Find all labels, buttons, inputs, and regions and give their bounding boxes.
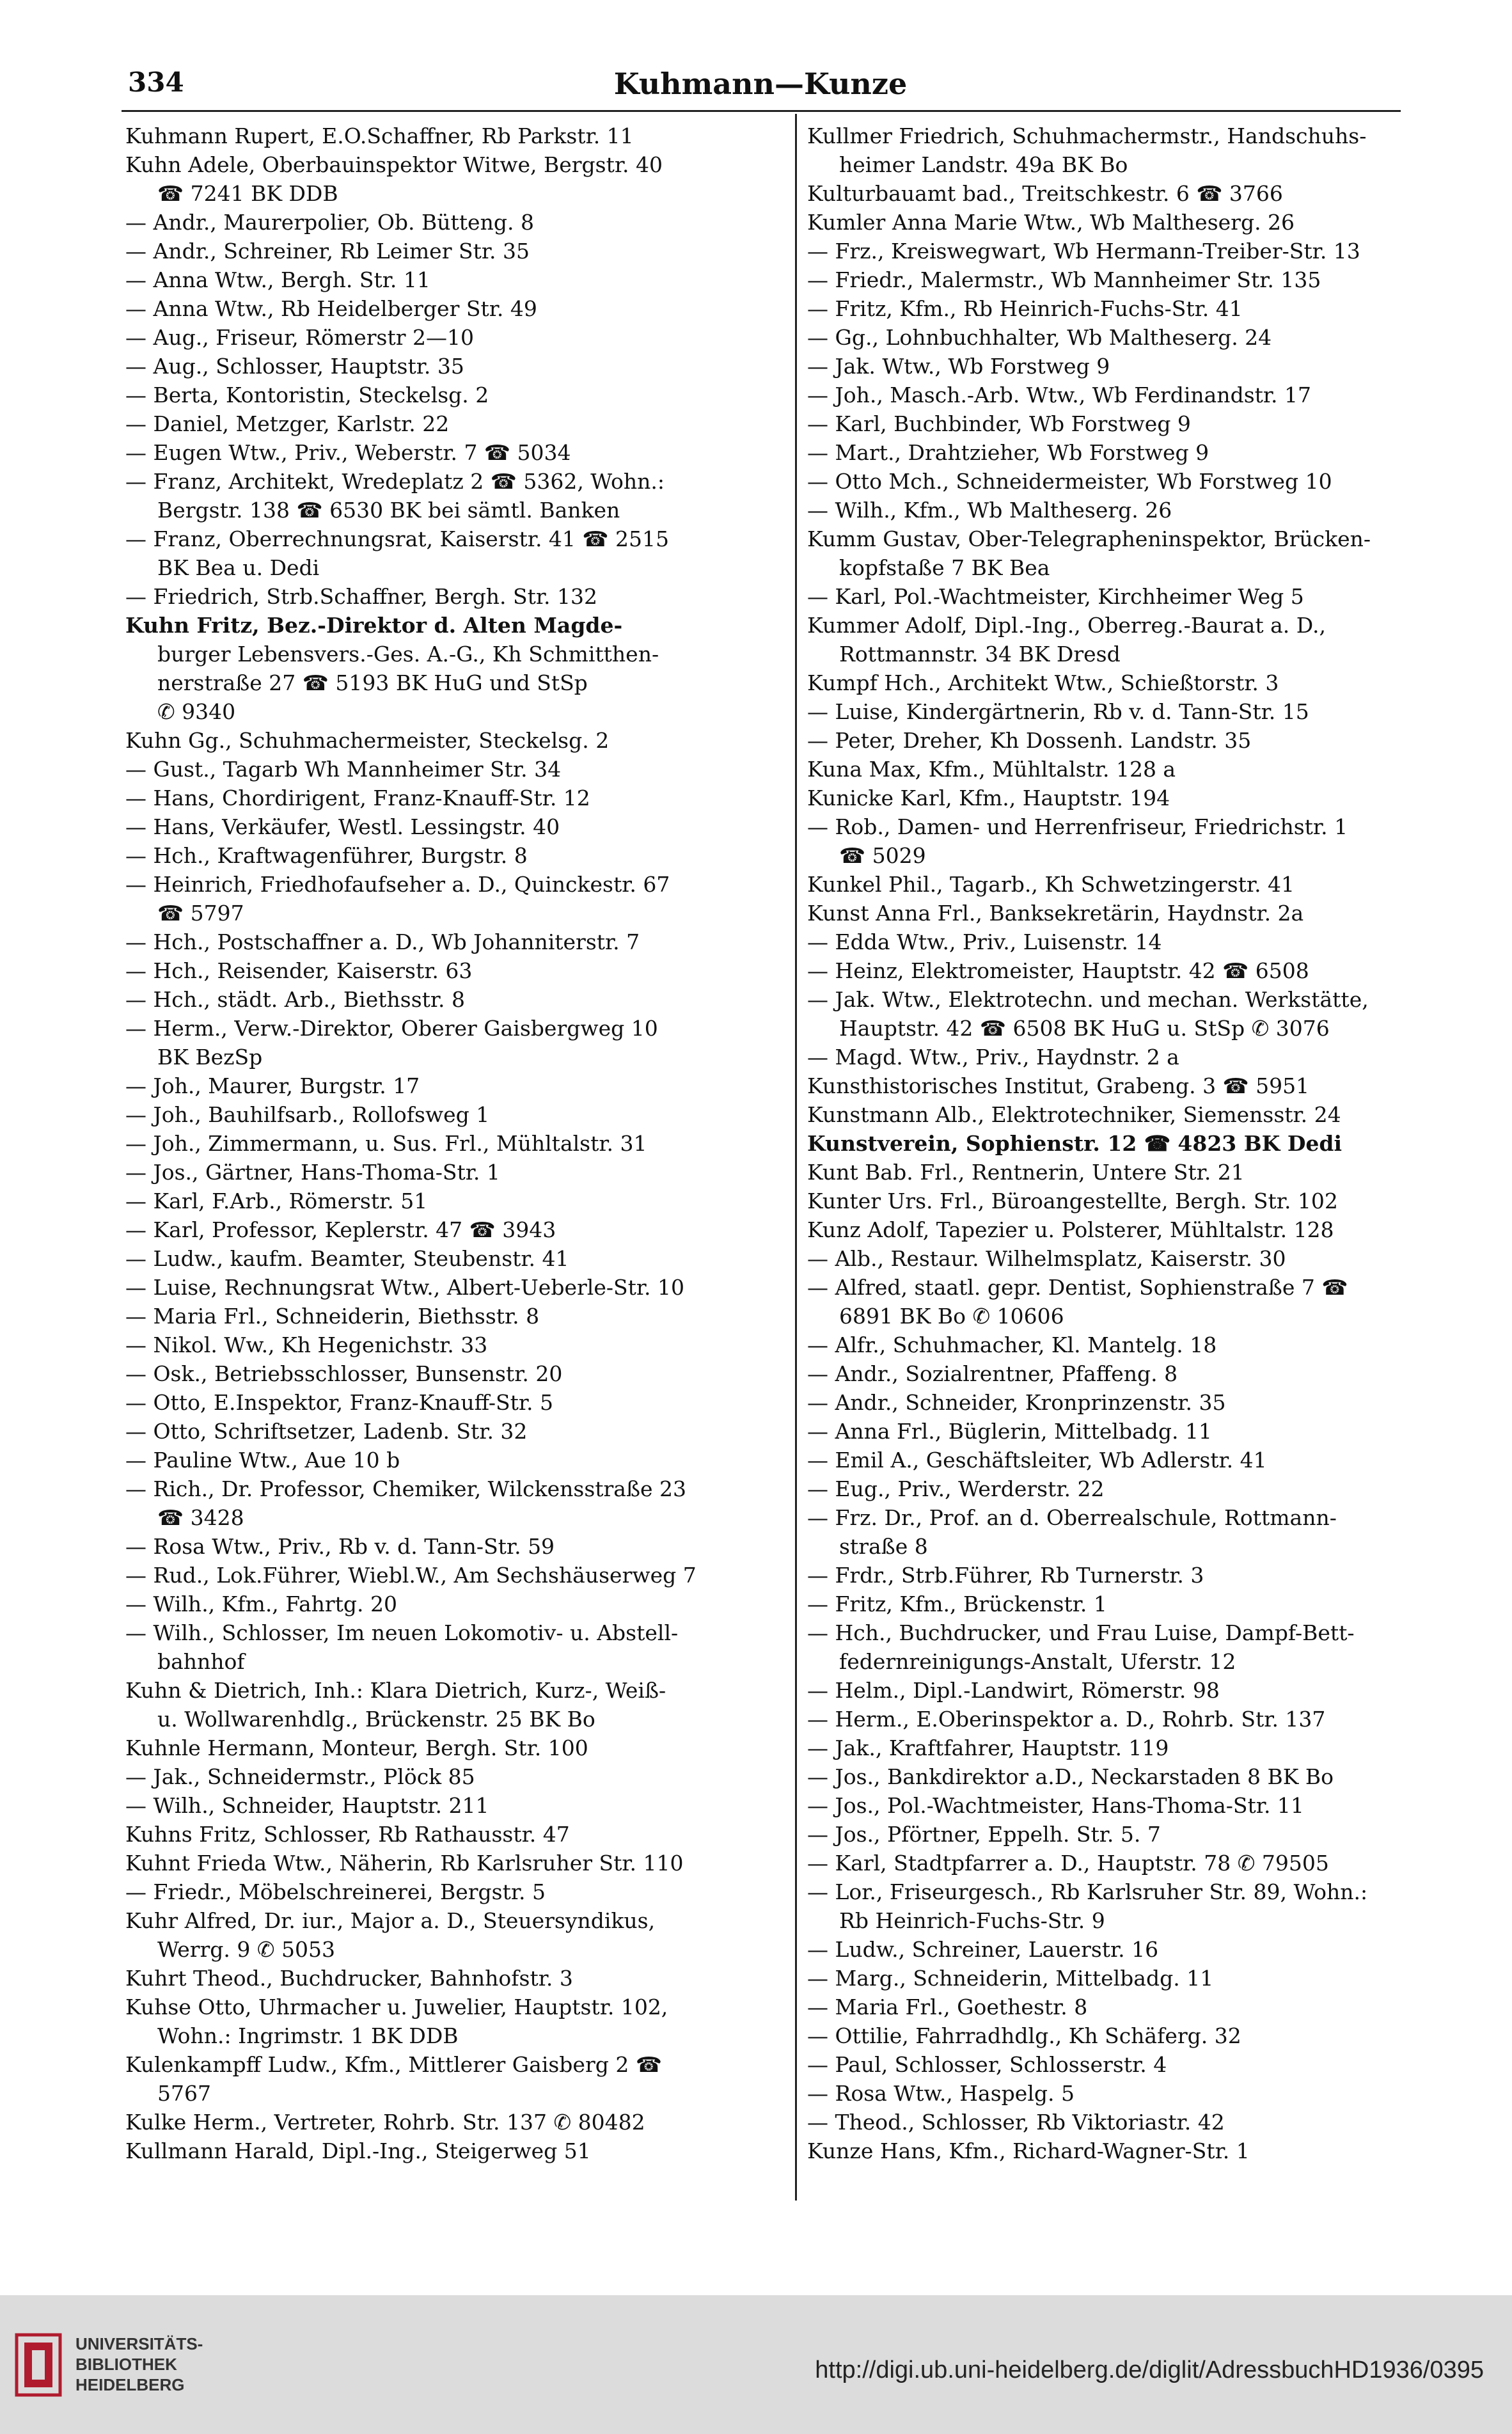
directory-entry: Wohn.: Ingrimstr. 1 BK DDB <box>157 2023 459 2048</box>
directory-entry: Rb Heinrich-Fuchs-Str. 9 <box>839 1908 1105 1933</box>
directory-entry: — Wilh., Kfm., Wb Maltheserg. 26 <box>807 498 1172 523</box>
logo-line: HEIDELBERG <box>75 2375 185 2394</box>
directory-entry: Kunter Urs. Frl., Büroangestellte, Bergh. Str. 102 <box>807 1189 1338 1213</box>
directory-entry: — Andr., Schreiner, Rb Leimer Str. 35 <box>125 239 530 264</box>
directory-entry: — Hch., Buchdrucker, und Frau Luise, Dampf-Bett- <box>807 1620 1355 1645</box>
directory-entry: Werrg. 9 ✆ 5053 <box>157 1937 336 1962</box>
directory-entry: — Friedr., Malermstr., Wb Mannheimer Str. 135 <box>807 267 1321 292</box>
directory-entry: — Berta, Kontoristin, Steckelsg. 2 <box>125 383 489 407</box>
directory-entry: — Friedrich, Strb.Schaffner, Bergh. Str. 132 <box>125 584 597 609</box>
directory-entry: — Wilh., Kfm., Fahrtg. 20 <box>125 1592 398 1616</box>
directory-entry: straße 8 <box>839 1534 928 1559</box>
directory-entry: 6891 BK Bo ✆ 10606 <box>839 1304 1064 1329</box>
directory-entry: Kuhrt Theod., Buchdrucker, Bahnhofstr. 3 <box>125 1966 573 1991</box>
directory-entry: — Lor., Friseurgesch., Rb Karlsruher Str. 89, Wohn.: <box>807 1879 1368 1904</box>
directory-entry: — Fritz, Kfm., Brückenstr. 1 <box>807 1592 1107 1616</box>
directory-entry: Kunt Bab. Frl., Rentnerin, Untere Str. 21 <box>807 1160 1245 1185</box>
directory-entry: — Anna Wtw., Bergh. Str. 11 <box>125 267 430 292</box>
directory-entry: — Maria Frl., Schneiderin, Biethsstr. 8 <box>125 1304 540 1329</box>
directory-entry: Kuhnle Hermann, Monteur, Bergh. Str. 100 <box>125 1735 588 1760</box>
directory-entry: — Jak. Wtw., Wb Forstweg 9 <box>807 354 1110 379</box>
directory-entry: Kumm Gustav, Ober-Telegrapheninspektor, Brücken- <box>807 526 1371 551</box>
directory-entry: — Ottilie, Fahrradhdlg., Kh Schäferg. 32 <box>807 2023 1241 2048</box>
directory-entry: — Fritz, Kfm., Rb Heinrich-Fuchs-Str. 41 <box>807 296 1243 321</box>
directory-entry: Kumpf Hch., Architekt Wtw., Schießtorstr. 3 <box>807 670 1279 695</box>
directory-entry: — Rosa Wtw., Priv., Rb v. d. Tann-Str. 59 <box>125 1534 555 1559</box>
directory-entry: — Nikol. Ww., Kh Hegenichstr. 33 <box>125 1332 488 1357</box>
directory-entry: — Jos., Pol.-Wachtmeister, Hans-Thoma-Str. 11 <box>807 1793 1304 1818</box>
directory-entry: ☎ 3428 <box>157 1505 244 1530</box>
directory-entry: Kuhse Otto, Uhrmacher u. Juwelier, Hauptstr. 102, <box>125 1995 668 2019</box>
directory-entry: Kunsthistorisches Institut, Grabeng. 3 ☎ 5951 <box>807 1073 1310 1098</box>
directory-entry: Kuhnt Frieda Wtw., Näherin, Rb Karlsruher Str. 110 <box>125 1851 684 1876</box>
directory-entry: — Magd. Wtw., Priv., Haydnstr. 2 a <box>807 1045 1179 1070</box>
directory-entry: federnreinigungs-Anstalt, Uferstr. 12 <box>839 1649 1236 1674</box>
library-logo-text <box>75 2334 280 2395</box>
directory-entry: — Heinz, Elektromeister, Hauptstr. 42 ☎ 6508 <box>807 958 1309 983</box>
directory-entry: — Theod., Schlosser, Rb Viktoriastr. 42 <box>807 2110 1225 2135</box>
directory-entry: Kuhn Fritz, Bez.-Direktor d. Alten Magde- <box>125 613 623 638</box>
directory-entry: Kummer Adolf, Dipl.-Ing., Oberreg.-Baurat a. D., <box>807 613 1327 638</box>
directory-entry: — Jos., Gärtner, Hans-Thoma-Str. 1 <box>125 1160 500 1185</box>
directory-entry: Kulenkampff Ludw., Kfm., Mittlerer Gaisberg 2 ☎ <box>125 2052 662 2077</box>
directory-entry: — Luise, Rechnungsrat Wtw., Albert-Ueberle-Str. 10 <box>125 1275 684 1300</box>
directory-entry: — Eug., Priv., Werderstr. 22 <box>807 1476 1105 1501</box>
directory-entry: — Jos., Bankdirektor a.D., Neckarstaden 8 BK Bo <box>807 1764 1334 1789</box>
directory-entry: Kunz Adolf, Tapezier u. Polsterer, Mühltalstr. 128 <box>807 1217 1334 1242</box>
directory-entry: — Karl, Pol.-Wachtmeister, Kirchheimer Weg 5 <box>807 584 1304 609</box>
directory-entry: Bergstr. 138 ☎ 6530 BK bei sämtl. Banken <box>157 498 620 523</box>
directory-entry: bahnhof <box>157 1649 245 1674</box>
directory-entry: — Edda Wtw., Priv., Luisenstr. 14 <box>807 929 1162 954</box>
directory-entry: ☎ 7241 BK DDB <box>157 181 338 206</box>
directory-entry: — Wilh., Schlosser, Im neuen Lokomotiv- u. Abstell- <box>125 1620 679 1645</box>
directory-entry: — Osk., Betriebsschlosser, Bunsenstr. 20 <box>125 1361 563 1386</box>
directory-entry: Kullmer Friedrich, Schuhmachermstr., Handschuhs- <box>807 123 1367 148</box>
directory-entry: — Paul, Schlosser, Schlosserstr. 4 <box>807 2052 1167 2077</box>
directory-entry: Kunstmann Alb., Elektrotechniker, Siemensstr. 24 <box>807 1102 1341 1127</box>
source-url-link[interactable]: http://digi.ub.uni-heidelberg.de/diglit/AdressbuchHD1936/0395 <box>815 2357 1484 2383</box>
directory-entry: — Rich., Dr. Professor, Chemiker, Wilckensstraße 23 <box>125 1476 687 1501</box>
directory-entry: — Heinrich, Friedhofaufseher a. D., Quinckestr. 67 <box>125 872 670 897</box>
directory-entry: — Karl, Professor, Keplerstr. 47 ☎ 3943 <box>125 1217 556 1242</box>
directory-entry: kopfstaße 7 BK Bea <box>839 555 1050 580</box>
directory-entry: Kullmann Harald, Dipl.-Ing., Steigerweg 51 <box>125 2138 591 2163</box>
directory-entry: Kulturbauamt bad., Treitschkestr. 6 ☎ 3766 <box>807 181 1283 206</box>
university-seal-icon <box>14 2330 63 2400</box>
directory-entry: — Hch., städt. Arb., Biethsstr. 8 <box>125 987 466 1012</box>
directory-entry: Kuna Max, Kfm., Mühltalstr. 128 a <box>807 757 1176 782</box>
directory-entry: burger Lebensvers.-Ges. A.-G., Kh Schmitthen- <box>157 642 659 667</box>
directory-entry: — Franz, Architekt, Wredeplatz 2 ☎ 5362, Wohn.: <box>125 469 665 494</box>
directory-entry: — Herm., Verw.-Direktor, Oberer Gaisbergweg 10 <box>125 1016 658 1041</box>
logo-line: UNIVERSITÄTS- <box>75 2334 203 2353</box>
header-rule <box>122 110 1401 112</box>
directory-entry: ✆ 9340 <box>157 699 236 724</box>
directory-entry: — Joh., Masch.-Arb. Wtw., Wb Ferdinandstr. 17 <box>807 383 1312 407</box>
directory-entry: — Otto, Schriftsetzer, Ladenb. Str. 32 <box>125 1419 528 1444</box>
directory-entry: — Alfred, staatl. gepr. Dentist, Sophienstraße 7 ☎ <box>807 1275 1348 1300</box>
directory-entry: — Otto, E.Inspektor, Franz-Knauff-Str. 5 <box>125 1390 554 1415</box>
directory-entry: Kunstverein, Sophienstr. 12 ☎ 4823 BK Dedi <box>807 1131 1343 1156</box>
directory-entry: — Alb., Restaur. Wilhelmsplatz, Kaiserstr. 30 <box>807 1246 1286 1271</box>
directory-entry: — Emil A., Geschäftsleiter, Wb Adlerstr. 41 <box>807 1448 1267 1473</box>
directory-entry: — Maria Frl., Goethestr. 8 <box>807 1995 1088 2019</box>
directory-entry: Kuhn Adele, Oberbauinspektor Witwe, Bergstr. 40 <box>125 152 663 177</box>
footer-bar <box>0 2295 1512 2434</box>
directory-entry: BK BezSp <box>157 1045 263 1070</box>
directory-entry: — Gg., Lohnbuchhalter, Wb Maltheserg. 24 <box>807 325 1272 350</box>
directory-entry: ☎ 5797 <box>157 901 244 926</box>
directory-entry: — Franz, Oberrechnungsrat, Kaiserstr. 41 ☎ 2515 <box>125 526 669 551</box>
directory-entry: — Hans, Chordirigent, Franz-Knauff-Str. 12 <box>125 786 590 810</box>
directory-entry: — Ludw., kaufm. Beamter, Steubenstr. 41 <box>125 1246 569 1271</box>
column-divider <box>795 114 797 2201</box>
directory-entry: — Karl, F.Arb., Römerstr. 51 <box>125 1189 428 1213</box>
directory-entry: Kuhns Fritz, Schlosser, Rb Rathausstr. 47 <box>125 1822 570 1847</box>
running-head: Kuhmann—Kunze <box>613 67 908 101</box>
directory-entry: Kuhr Alfred, Dr. iur., Major a. D., Steuersyndikus, <box>125 1908 656 1933</box>
directory-entry: Kuhn Gg., Schuhmachermeister, Steckelsg. 2 <box>125 728 610 753</box>
directory-entry: — Rosa Wtw., Haspelg. 5 <box>807 2081 1075 2106</box>
directory-entry: — Pauline Wtw., Aue 10 b <box>125 1448 400 1473</box>
directory-entry: — Frz., Kreiswegwart, Wb Hermann-Treiber-Str. 13 <box>807 239 1360 264</box>
directory-entry: — Jak., Kraftfahrer, Hauptstr. 119 <box>807 1735 1169 1760</box>
directory-entry: — Gust., Tagarb Wh Mannheimer Str. 34 <box>125 757 562 782</box>
directory-entry: nerstraße 27 ☎ 5193 BK HuG und StSp <box>157 670 588 695</box>
directory-entry: — Alfr., Schuhmacher, Kl. Mantelg. 18 <box>807 1332 1217 1357</box>
directory-entry: heimer Landstr. 49a BK Bo <box>839 152 1128 177</box>
directory-entry: Kunze Hans, Kfm., Richard-Wagner-Str. 1 <box>807 2138 1250 2163</box>
directory-entry: — Luise, Kindergärtnerin, Rb v. d. Tann-Str. 15 <box>807 699 1309 724</box>
directory-entry: — Aug., Friseur, Römerstr 2—10 <box>125 325 474 350</box>
directory-entry: Rottmannstr. 34 BK Dresd <box>839 642 1121 667</box>
directory-entry: Kunkel Phil., Tagarb., Kh Schwetzingerstr. 41 <box>807 872 1295 897</box>
directory-entry: ☎ 5029 <box>839 843 926 868</box>
directory-entry: — Hch., Reisender, Kaiserstr. 63 <box>125 958 473 983</box>
directory-entry: — Helm., Dipl.-Landwirt, Römerstr. 98 <box>807 1678 1220 1703</box>
directory-entry: Hauptstr. 42 ☎ 6508 BK HuG u. StSp ✆ 3076 <box>839 1016 1330 1041</box>
directory-entry: Kuhmann Rupert, E.O.Schaffner, Rb Parkstr. 11 <box>125 123 634 148</box>
page-header <box>128 67 1393 111</box>
directory-entry: — Mart., Drahtzieher, Wb Forstweg 9 <box>807 440 1209 465</box>
directory-entry: — Aug., Schlosser, Hauptstr. 35 <box>125 354 464 379</box>
left-column <box>125 122 784 2165</box>
directory-entry: — Hch., Postschaffner a. D., Wb Johanniterstr. 7 <box>125 929 640 954</box>
directory-entry: — Rud., Lok.Führer, Wiebl.W., Am Sechshäuserweg 7 <box>125 1563 697 1588</box>
logo-line: BIBLIOTHEK <box>75 2355 177 2374</box>
directory-entry: BK Bea u. Dedi <box>157 555 320 580</box>
directory-entry: — Joh., Maurer, Burgstr. 17 <box>125 1073 420 1098</box>
directory-entry: — Eugen Wtw., Priv., Weberstr. 7 ☎ 5034 <box>125 440 571 465</box>
directory-entry: — Wilh., Schneider, Hauptstr. 211 <box>125 1793 489 1818</box>
directory-entry: u. Wollwarenhdlg., Brückenstr. 25 BK Bo <box>157 1707 595 1732</box>
directory-entry: — Peter, Dreher, Kh Dossenh. Landstr. 35 <box>807 728 1252 753</box>
directory-entry: — Joh., Bauhilfsarb., Rollofsweg 1 <box>125 1102 490 1127</box>
right-column <box>807 122 1458 2165</box>
directory-entry: — Frz. Dr., Prof. an d. Oberrealschule, Rottmann- <box>807 1505 1337 1530</box>
directory-entry: — Daniel, Metzger, Karlstr. 22 <box>125 411 450 436</box>
directory-entry: — Jak., Schneidermstr., Plöck 85 <box>125 1764 475 1789</box>
directory-entry: — Andr., Schneider, Kronprinzenstr. 35 <box>807 1390 1226 1415</box>
directory-entry: — Hans, Verkäufer, Westl. Lessingstr. 40 <box>125 814 560 839</box>
directory-entry: Kuhn & Dietrich, Inh.: Klara Dietrich, Kurz-, Weiß- <box>125 1678 666 1703</box>
directory-entry: — Rob., Damen- und Herrenfriseur, Friedrichstr. 1 <box>807 814 1348 839</box>
directory-entry: — Jak. Wtw., Elektrotechn. und mechan. Werkstätte, <box>807 987 1369 1012</box>
directory-entry: — Herm., E.Oberinspektor a. D., Rohrb. Str. 137 <box>807 1707 1326 1732</box>
directory-entry: — Andr., Maurerpolier, Ob. Bütteng. 8 <box>125 210 534 235</box>
directory-entry: — Friedr., Möbelschreinerei, Bergstr. 5 <box>125 1879 546 1904</box>
page-number: 334 <box>128 67 184 98</box>
directory-entry: — Marg., Schneiderin, Mittelbadg. 11 <box>807 1966 1214 1991</box>
directory-entry: Kumler Anna Marie Wtw., Wb Maltheserg. 26 <box>807 210 1295 235</box>
directory-entry: Kunicke Karl, Kfm., Hauptstr. 194 <box>807 786 1170 810</box>
directory-entry: — Ludw., Schreiner, Lauerstr. 16 <box>807 1937 1159 1962</box>
directory-entry: — Karl, Buchbinder, Wb Forstweg 9 <box>807 411 1191 436</box>
directory-entry: — Joh., Zimmermann, u. Sus. Frl., Mühltalstr. 31 <box>125 1131 647 1156</box>
directory-entry: — Anna Wtw., Rb Heidelberger Str. 49 <box>125 296 537 321</box>
directory-entry: 5767 <box>157 2081 211 2106</box>
directory-entry: — Anna Frl., Büglerin, Mittelbadg. 11 <box>807 1419 1212 1444</box>
directory-entry: — Karl, Stadtpfarrer a. D., Hauptstr. 78 ✆ 79505 <box>807 1851 1329 1876</box>
directory-entry: — Andr., Sozialrentner, Pfaffeng. 8 <box>807 1361 1178 1386</box>
directory-entry: — Otto Mch., Schneidermeister, Wb Forstweg 10 <box>807 469 1332 494</box>
directory-entry: — Jos., Pförtner, Eppelh. Str. 5. 7 <box>807 1822 1161 1847</box>
directory-entry: — Hch., Kraftwagenführer, Burgstr. 8 <box>125 843 528 868</box>
directory-entry: Kunst Anna Frl., Banksekretärin, Haydnstr. 2a <box>807 901 1304 926</box>
directory-entry: — Frdr., Strb.Führer, Rb Turnerstr. 3 <box>807 1563 1204 1588</box>
directory-entry: Kulke Herm., Vertreter, Rohrb. Str. 137 ✆ 80482 <box>125 2110 645 2135</box>
